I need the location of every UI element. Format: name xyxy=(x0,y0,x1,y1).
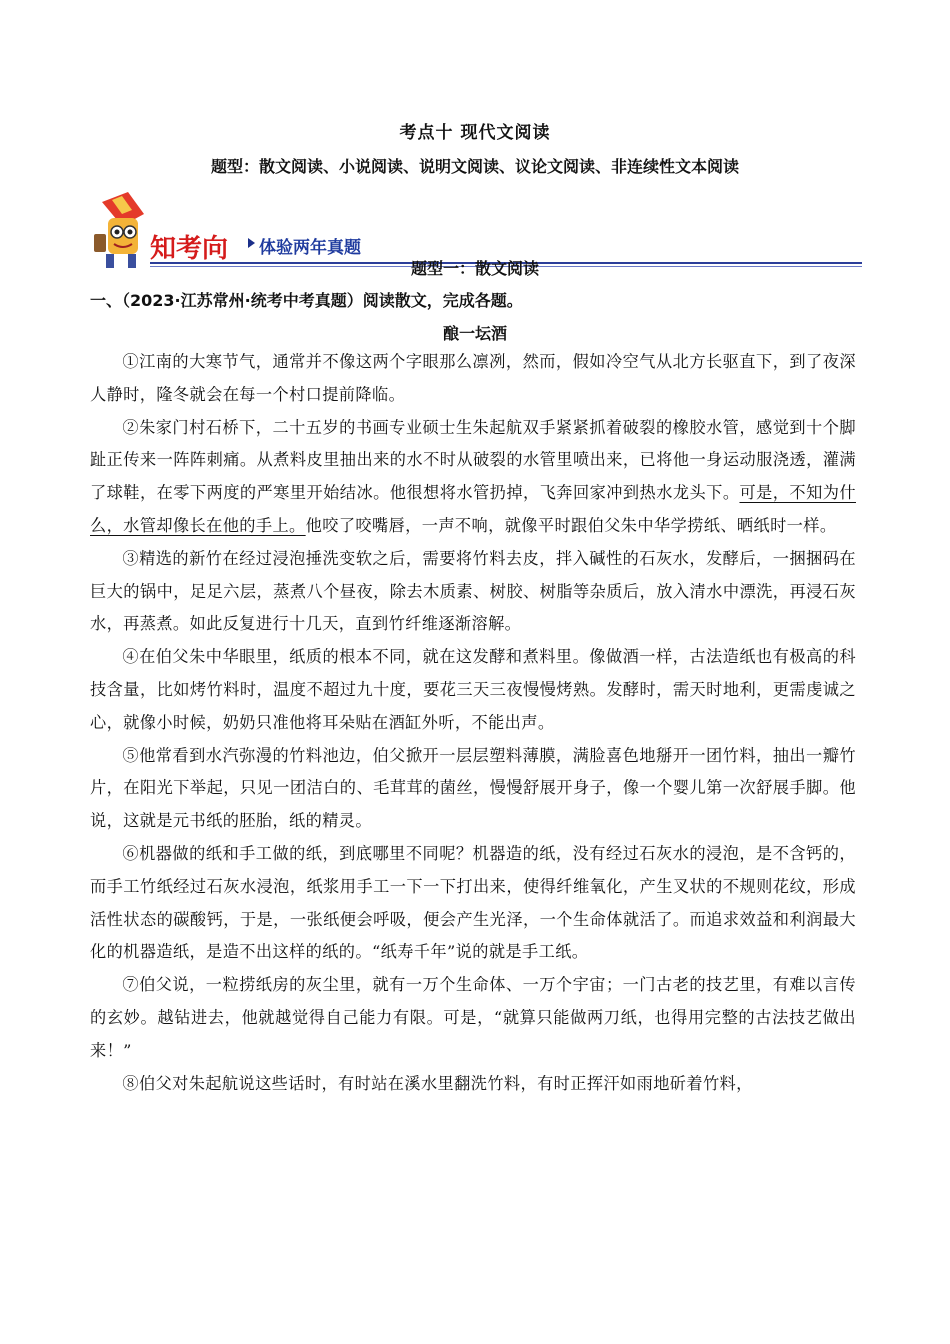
banner-subtitle: 体验两年真题 xyxy=(259,238,361,258)
page-title: 考点十 现代文阅读 xyxy=(399,123,551,143)
paragraph-2: ②朱家门村石桥下，二十五岁的书画专业硕士生朱起航双手紧紧抓着破裂的橡胶水管，感觉到十个脚趾正传来一阵阵刺痛。从煮料皮里抽出来的水不时从破裂的水管里喷出来，已将他一身运动服浇透，灌满了球鞋，在零下两度的严寒里开始结冰。他很想将水管扔掉，飞奔回家冲到热水龙头下。可是，不知为什么，水管却像长在他的手上。他咬了咬嘴唇，一声不响，就像平时跟伯父朱中华学捞纸、晒纸时一样。 xyxy=(90,417,856,535)
triangle-right-icon xyxy=(248,238,255,248)
banner-title: 知考向 xyxy=(150,234,229,264)
essay-title: 酿一坛酒 xyxy=(442,324,507,343)
paragraph-8: ⑧伯父对朱起航说这些话时，有时站在溪水里翻洗竹料，有时正挥汗如雨地斫着竹料， xyxy=(122,1073,753,1093)
paragraph-1: ①江南的大寒节气，通常并不像这两个字眼那么凛冽，然而，假如冷空气从北方长驱直下，到了夜深人静时，隆冬就会在每一个村口提前降临。 xyxy=(90,352,856,404)
paragraph-5: ⑤他常看到水汽弥漫的竹料池边，伯父掀开一层层塑料薄膜，满脸喜色地掰开一团竹料，抽出一瓣竹片，在阳光下举起，只见一团洁白的、毛茸茸的菌丝，慢慢舒展开身子，像一个婴儿第一次舒展手脚。他说，这就是元书纸的胚胎，纸的精灵。 xyxy=(90,745,856,831)
paragraph-7: ⑦伯父说，一粒捞纸房的灰尘里，就有一万个生命体、一万个宇宙；一门古老的技艺里，有难以言传的玄妙。越钻进去，他就越觉得自己能力有限。可是，“就算只能做两刀纸，也得用完整的古法技艺做出来！” xyxy=(90,975,856,1060)
page-subtitle: 题型：散文阅读、小说阅读、说明文阅读、议论文阅读、非连续性文本阅读 xyxy=(210,157,739,176)
paragraph-4: ④在伯父朱中华眼里，纸质的根本不同，就在这发酵和煮料里。像做酒一样，古法造纸也有极高的科技含量，比如烤竹料时，温度不超过九十度，要花三天三夜慢慢烤熟。发酵时，需天时地利，更需虔诚之心，就像小时候，奶奶只准他将耳朵贴在酒缸外听，不能出声。 xyxy=(90,647,856,732)
section-type-heading: 题型一：散文阅读 xyxy=(410,259,539,278)
paragraph-6: ⑥机器做的纸和手工做的纸，到底哪里不同呢？机器造的纸，没有经过石灰水的浸泡，是不含钙的，而手工竹纸经过石灰水浸泡，纸浆用手工一下一下打出来，使得纤维氧化，产生叉状的不规则花纹，形成活性状态的碳酸钙，于是，一张纸便会呼吸，便会产生光泽，一个生命体就活了。而追求效益和利润最大化的机器造纸，是造不出这样的纸的。“纸寿千年”说的就是手工纸。 xyxy=(90,843,856,962)
underlined-sentence: 可是，不知为什么，水管却像长在他的手上。 xyxy=(90,483,856,535)
essay-body xyxy=(90,346,856,1100)
paragraph-3: ③精选的新竹在经过浸泡捶洗变软之后，需要将竹料去皮，拌入碱性的石灰水，发酵后，一捆捆码在巨大的锅中，足足六层，蒸煮八个昼夜，除去木质素、树胶、树脂等杂质后，放入清水中漂洗，再浸石灰水，再蒸煮。如此反复进行十几天，直到竹纤维逐渐溶解。 xyxy=(90,548,856,634)
question-label: 一、（2023·江苏常州·统考中考真题）阅读散文，完成各题。 xyxy=(90,291,523,310)
